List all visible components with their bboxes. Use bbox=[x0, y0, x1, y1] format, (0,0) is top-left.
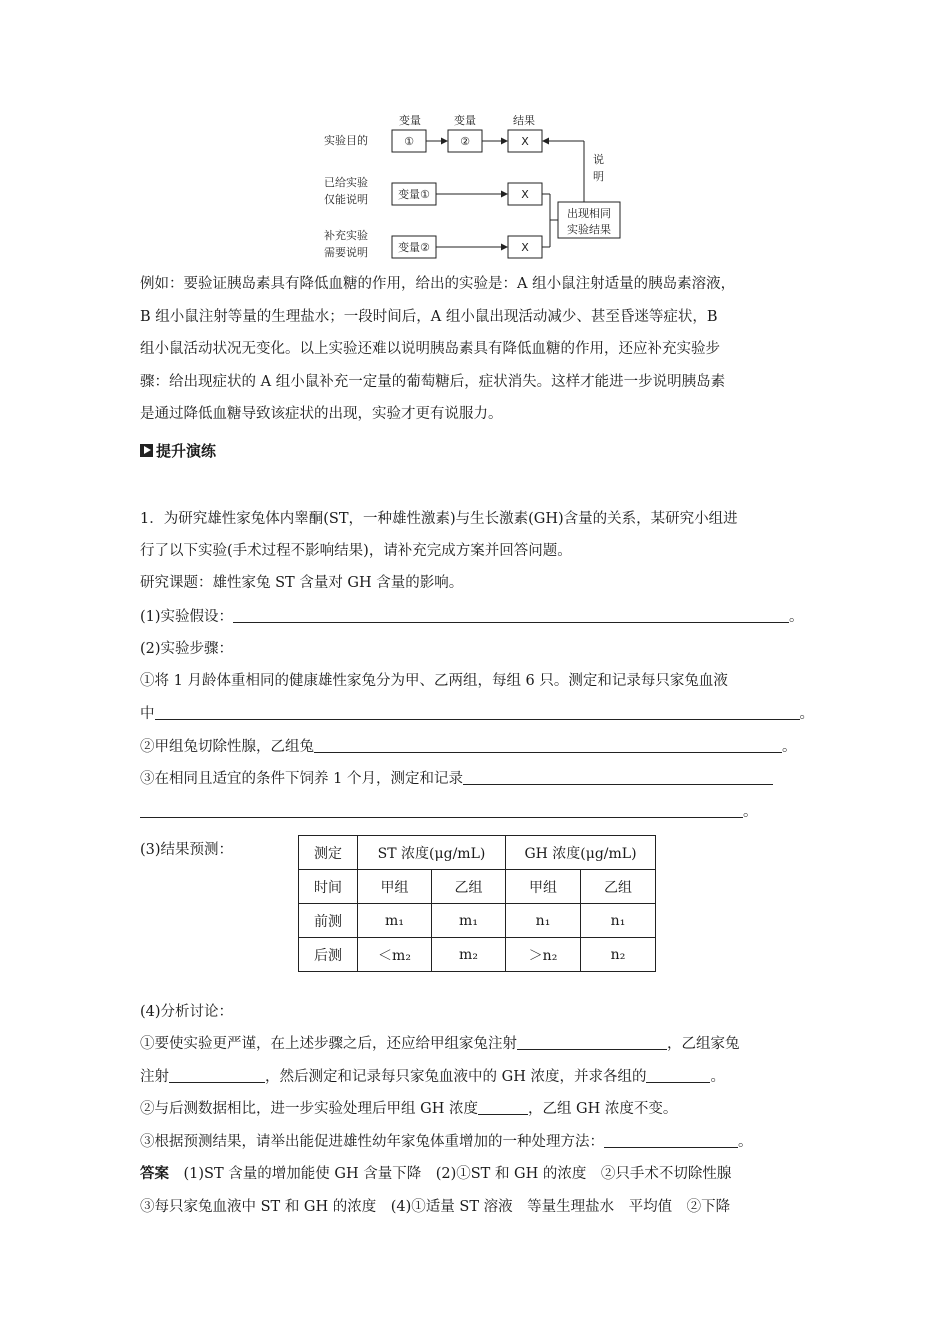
d1-text-d: ，然后测定和记录每只家兔血液中的 GH 浓度，并求各组的 bbox=[265, 1069, 647, 1085]
q1-step3-line-2 bbox=[140, 800, 758, 821]
q1-step2 bbox=[140, 735, 797, 756]
st-jia-header: 甲组 bbox=[358, 870, 432, 904]
q1-step1-line-2 bbox=[140, 702, 814, 723]
header-variable-1: 变量 bbox=[399, 114, 421, 127]
q1-discuss-3 bbox=[140, 1130, 753, 1151]
q1-discuss-title: (4)分析讨论： bbox=[140, 1004, 234, 1020]
results-table bbox=[298, 835, 656, 972]
variable-diagram bbox=[318, 108, 638, 268]
table-row bbox=[299, 904, 656, 938]
gh-yi-header: 乙组 bbox=[581, 870, 656, 904]
q1-hypothesis bbox=[140, 605, 804, 626]
row1-label: 实验目的 bbox=[324, 134, 368, 147]
row1-result-text: X bbox=[521, 135, 529, 148]
row2-box-text: 变量① bbox=[398, 188, 430, 201]
example-paragraph bbox=[140, 268, 812, 431]
step2-blank[interactable] bbox=[314, 738, 782, 753]
answer-line-2: ③每只家兔血液中 ST 和 GH 的浓度 (4)①适量 ST 溶液 等量生理盐水 平均值 ②下降 bbox=[140, 1199, 731, 1215]
row2-label-a: 已给实验 bbox=[324, 176, 368, 189]
table-subheader-row bbox=[299, 870, 656, 904]
q1-discuss-1-line-2 bbox=[140, 1065, 725, 1086]
row3-label-a: 补充实验 bbox=[324, 229, 368, 242]
q1-intro-line-1: 1．为研究雄性家兔体内睾酮(ST，一种雄性激素)与生长激素(GH)含量的关系，某研究小组进 bbox=[140, 511, 738, 527]
table-row bbox=[299, 938, 656, 972]
header-gh: GH 浓度(μg/mL) bbox=[506, 836, 656, 870]
q1-discuss-1-line-1 bbox=[140, 1032, 740, 1053]
st-yi-header: 乙组 bbox=[432, 870, 506, 904]
row-label: 前测 bbox=[299, 904, 358, 938]
period: 。 bbox=[782, 739, 797, 755]
q1-step3-line-1 bbox=[140, 767, 773, 788]
header-measure: 测定 bbox=[299, 836, 358, 870]
section-title-text: 提升演练 bbox=[156, 442, 217, 460]
d1-blank-a[interactable] bbox=[517, 1035, 667, 1050]
row3-label-b: 需要说明 bbox=[324, 246, 368, 259]
table-header-row bbox=[299, 836, 656, 870]
cell-st-jia: ＜m₂ bbox=[358, 938, 432, 972]
q1-steps-title: (2)实验步骤： bbox=[140, 641, 234, 657]
row1-box2-text: ② bbox=[460, 135, 470, 148]
step1-prefix: 中 bbox=[140, 706, 155, 722]
period: 。 bbox=[710, 1069, 725, 1085]
d2-text-a: ②与后测数据相比，进一步实验处理后甲组 GH 浓度 bbox=[140, 1101, 478, 1117]
d2-text-b: ，乙组 GH 浓度不变。 bbox=[527, 1101, 678, 1117]
example-line: 是通过降低血糖导致该症状的出现，实验才更有说服力。 bbox=[140, 406, 503, 422]
step3-blank-a[interactable] bbox=[463, 770, 773, 785]
answer-label: 答案 bbox=[140, 1166, 169, 1182]
period: 。 bbox=[738, 1134, 753, 1150]
row2-result-text: X bbox=[521, 188, 529, 201]
cell-gh-jia: n₁ bbox=[506, 904, 581, 938]
cell-st-yi: m₂ bbox=[432, 938, 506, 972]
section-title bbox=[140, 440, 216, 461]
cell-gh-yi: n₂ bbox=[581, 938, 656, 972]
step1-blank[interactable] bbox=[155, 705, 800, 720]
step2-prefix: ②甲组兔切除性腺，乙组兔 bbox=[140, 739, 314, 755]
d2-blank[interactable] bbox=[478, 1100, 528, 1115]
same-result-text-a: 出现相同 bbox=[567, 207, 611, 220]
header-time: 时间 bbox=[299, 870, 358, 904]
example-line: B 组小鼠注射等量的生理盐水；一段时间后，A 组小鼠出现活动减少、甚至昏迷等症状，B bbox=[140, 308, 718, 325]
q1-step1-line-1: ①将 1 月龄体重相同的健康雄性家兔分为甲、乙两组，每组 6 只。测定和记录每只家兔血液 bbox=[140, 673, 728, 689]
explain-text-a: 说 bbox=[593, 153, 604, 166]
header-st: ST 浓度(μg/mL) bbox=[358, 836, 506, 870]
q1-intro-line-2: 行了以下实验(手术过程不影响结果)，请补充完成方案并回答问题。 bbox=[140, 543, 572, 559]
play-triangle-icon bbox=[140, 444, 153, 457]
example-line: 组小鼠活动状况无变化。以上实验还难以说明胰岛素具有降低血糖的作用，还应补充实验步 bbox=[140, 341, 720, 357]
example-line: 例如：要验证胰岛素具有降低血糖的作用，给出的实验是：A 组小鼠注射适量的胰岛素溶液， bbox=[140, 276, 736, 292]
q1-topic: 研究课题：雄性家兔 ST 含量对 GH 含量的影响。 bbox=[140, 575, 464, 591]
answer-line-1 bbox=[140, 1162, 731, 1183]
cell-gh-jia: ＞n₂ bbox=[506, 938, 581, 972]
row1-box1-text: ① bbox=[404, 135, 414, 148]
d1-text-a: ①要使实验更严谨，在上述步骤之后，还应给甲组家兔注射 bbox=[140, 1036, 517, 1052]
cell-gh-yi: n₁ bbox=[581, 904, 656, 938]
d1-text-b: ，乙组家兔 bbox=[667, 1036, 740, 1052]
row-label: 后测 bbox=[299, 938, 358, 972]
d1-blank-b[interactable] bbox=[169, 1068, 265, 1083]
d1-blank-c[interactable] bbox=[646, 1068, 710, 1083]
same-result-text-b: 实验结果 bbox=[567, 223, 611, 236]
period: 。 bbox=[799, 706, 814, 722]
cell-st-yi: m₁ bbox=[432, 904, 506, 938]
hypothesis-label: (1)实验假设： bbox=[140, 609, 234, 625]
row3-result-text: X bbox=[521, 241, 529, 254]
header-variable-2: 变量 bbox=[454, 114, 476, 127]
d3-text: ③根据预测结果，请举出能促进雄性幼年家兔体重增加的一种处理方法： bbox=[140, 1134, 604, 1150]
d1-text-c: 注射 bbox=[140, 1069, 169, 1085]
gh-jia-header: 甲组 bbox=[506, 870, 581, 904]
period: 。 bbox=[789, 609, 804, 625]
hypothesis-blank[interactable] bbox=[233, 608, 789, 623]
d3-blank[interactable] bbox=[604, 1133, 738, 1148]
explain-text-b: 明 bbox=[593, 170, 604, 183]
header-result: 结果 bbox=[513, 114, 535, 127]
period: 。 bbox=[743, 804, 758, 820]
q1-discuss-2 bbox=[140, 1097, 677, 1118]
row2-label-b: 仅能说明 bbox=[324, 193, 368, 206]
example-line: 骤：给出现症状的 A 组小鼠补充一定量的葡萄糖后，症状消失。这样才能进一步说明胰岛素 bbox=[140, 373, 726, 390]
step3-blank-b[interactable] bbox=[140, 803, 743, 818]
row3-box-text: 变量② bbox=[398, 241, 430, 254]
diagram-svg bbox=[318, 108, 638, 268]
step3-prefix: ③在相同且适宜的条件下饲养 1 个月，测定和记录 bbox=[140, 771, 463, 787]
answer-text-1: (1)ST 含量的增加能使 GH 含量下降 (2)①ST 和 GH 的浓度 ②只手术不切除性腺 bbox=[183, 1166, 732, 1182]
q1-predict-title: (3)结果预测： bbox=[140, 842, 234, 858]
cell-st-jia: m₁ bbox=[358, 904, 432, 938]
